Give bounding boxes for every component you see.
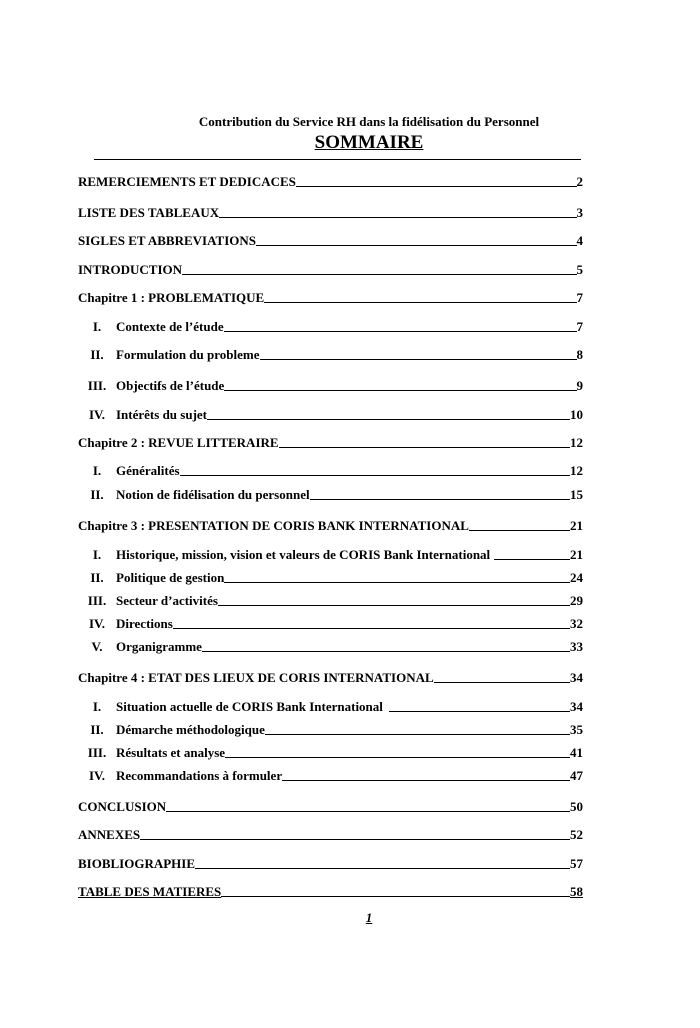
- toc-entry-number: II.: [90, 570, 104, 585]
- toc-entry-page: 2: [576, 174, 583, 189]
- toc-leader: [225, 757, 570, 758]
- toc-entry-page: 29: [570, 593, 583, 608]
- title-divider: [94, 159, 581, 160]
- toc-leader: [389, 711, 570, 712]
- toc-leader: [310, 499, 570, 500]
- toc-entry-page: 47: [570, 768, 583, 783]
- toc-leader: [224, 331, 577, 332]
- toc-entry[interactable]: [78, 171, 583, 189]
- toc-entry[interactable]: [78, 287, 583, 305]
- toc-entry-page: 35: [570, 722, 583, 737]
- toc-entry-number: II.: [90, 722, 104, 737]
- toc-entry-label: TABLE DES MATIERES: [78, 884, 222, 899]
- toc-entry-label: CONCLUSION: [78, 799, 167, 814]
- toc-entry[interactable]: [78, 881, 583, 899]
- toc-entry-label: Démarche méthodologique: [116, 722, 265, 737]
- page-title: SOMMAIRE: [314, 132, 424, 153]
- toc-entry[interactable]: [78, 404, 583, 422]
- toc-entry-number: IV.: [88, 768, 106, 783]
- toc-leader: [202, 651, 570, 652]
- toc-entry-number: I.: [92, 319, 102, 334]
- toc-entry-page: 50: [570, 799, 583, 814]
- toc-entry[interactable]: [78, 544, 583, 562]
- toc-entry-number: IV.: [88, 616, 106, 631]
- toc-entry-number: I.: [92, 699, 102, 714]
- toc-entry-page: 34: [570, 699, 583, 714]
- toc-entry-label: INTRODUCTION: [78, 262, 183, 277]
- toc-leader: [260, 359, 577, 360]
- toc-leader: [166, 811, 570, 812]
- toc-entry[interactable]: [78, 202, 583, 220]
- toc-entry-label: Généralités: [116, 463, 180, 478]
- toc-leader: [221, 896, 570, 897]
- toc-entry[interactable]: [78, 567, 583, 585]
- toc-entry-number: II.: [90, 347, 104, 362]
- toc-entry[interactable]: [78, 636, 583, 654]
- toc-entry[interactable]: [78, 667, 583, 685]
- toc-entry-label: SIGLES ET ABBREVIATIONS: [78, 233, 256, 248]
- toc-entry-number: I.: [92, 463, 102, 478]
- toc-entry-label: Contexte de l’étude: [116, 319, 224, 334]
- toc-entry[interactable]: [78, 316, 583, 334]
- toc-entry[interactable]: [78, 230, 583, 248]
- toc-leader: [207, 419, 570, 420]
- toc-leader: [434, 682, 570, 683]
- toc-entry-number: V.: [91, 639, 103, 654]
- toc-entry[interactable]: [78, 796, 583, 814]
- toc-entry-number: III.: [87, 378, 107, 393]
- toc-entry-label: REMERCIEMENTS ET DEDICACES: [78, 174, 296, 189]
- toc-entry-page: 4: [576, 233, 583, 248]
- toc-entry[interactable]: [78, 765, 583, 783]
- toc-entry[interactable]: [78, 853, 583, 871]
- toc-entry-label: Résultats et analyse: [116, 745, 226, 760]
- toc-entry[interactable]: [78, 460, 583, 478]
- toc-leader: [282, 780, 570, 781]
- toc-leader: [264, 302, 576, 303]
- toc-entry[interactable]: [78, 590, 583, 608]
- toc-entry-label: Formulation du probleme: [116, 347, 260, 362]
- toc-entry-page: 8: [576, 347, 583, 362]
- toc-entry-label: Politique de gestion: [116, 570, 225, 585]
- toc-entry-label: Intérêts du sujet: [116, 407, 207, 422]
- toc-entry-label: BIOBLIOGRAPHIE: [78, 856, 196, 871]
- toc-leader: [296, 186, 577, 187]
- toc-entry-label: Chapitre 3 : PRESENTATION DE CORIS BANK INTERNATIONAL: [78, 518, 469, 533]
- toc-leader: [219, 217, 576, 218]
- toc-entry-label: Organigramme: [116, 639, 202, 654]
- toc-entry-page: 41: [570, 745, 583, 760]
- toc-entry[interactable]: [78, 344, 583, 362]
- toc-entry-label: Historique, mission, vision et valeurs de CORIS Bank International: [116, 547, 491, 562]
- toc-leader: [494, 559, 570, 560]
- toc-entry-page: 24: [570, 570, 583, 585]
- toc-leader: [256, 245, 577, 246]
- toc-entry-page: 21: [570, 547, 583, 562]
- toc-entry-label: Objectifs de l’étude: [116, 378, 225, 393]
- toc-leader: [140, 839, 570, 840]
- toc-leader: [218, 605, 570, 606]
- toc-entry-page: 7: [576, 290, 583, 305]
- toc-entry-page: 57: [570, 856, 583, 871]
- toc-entry[interactable]: [78, 824, 583, 842]
- toc-entry-page: 58: [570, 884, 583, 899]
- toc-entry[interactable]: [78, 432, 583, 450]
- toc-entry-label: Secteur d’activités: [116, 593, 218, 608]
- toc-entry-page: 21: [570, 518, 583, 533]
- toc-entry-label: Directions: [116, 616, 173, 631]
- toc-entry-page: 7: [576, 319, 583, 334]
- toc-entry-label: Situation actuelle de CORIS Bank International: [116, 699, 383, 714]
- toc-entry-number: IV.: [88, 407, 106, 422]
- toc-entry-page: 3: [576, 205, 583, 220]
- toc-leader: [265, 734, 570, 735]
- toc-entry[interactable]: [78, 696, 583, 714]
- document-subtitle: Contribution du Service RH dans la fidélisation du Personnel: [198, 114, 540, 129]
- toc-entry-label: Chapitre 4 : ETAT DES LIEUX DE CORIS INTERNATIONAL: [78, 670, 434, 685]
- toc-entry-label: Notion de fidélisation du personnel: [116, 487, 310, 502]
- toc-entry-number: III.: [87, 593, 107, 608]
- toc-entry-label: Chapitre 2 : REVUE LITTERAIRE: [78, 435, 279, 450]
- toc-entry-number: III.: [87, 745, 107, 760]
- toc-entry[interactable]: [78, 375, 583, 393]
- toc-entry-page: 9: [576, 378, 583, 393]
- toc-entry-page: 10: [570, 407, 583, 422]
- toc-entry[interactable]: [78, 259, 583, 277]
- toc-entry[interactable]: [78, 719, 583, 737]
- page-number: 1: [365, 910, 373, 925]
- toc-entry-number: I.: [92, 547, 102, 562]
- toc-entry-label: LISTE DES TABLEAUX: [78, 205, 220, 220]
- toc-entry-page: 12: [570, 463, 583, 478]
- toc-leader: [182, 274, 576, 275]
- toc-leader: [224, 390, 576, 391]
- toc-entry-page: 52: [570, 827, 583, 842]
- toc-entry[interactable]: [78, 484, 583, 502]
- toc-entry[interactable]: [78, 613, 583, 631]
- toc-leader: [224, 582, 570, 583]
- toc-leader: [469, 530, 570, 531]
- toc-entry-page: 33: [570, 639, 583, 654]
- toc-leader: [195, 868, 570, 869]
- toc-entry-page: 15: [570, 487, 583, 502]
- toc-leader: [180, 475, 570, 476]
- toc-entry[interactable]: [78, 742, 583, 760]
- toc-entry-page: 34: [570, 670, 583, 685]
- toc-entry-page: 32: [570, 616, 583, 631]
- toc-entry-number: II.: [90, 487, 104, 502]
- toc-entry-label: ANNEXES: [78, 827, 141, 842]
- toc-entry[interactable]: [78, 515, 583, 533]
- toc-entry-page: 12: [570, 435, 583, 450]
- toc-leader: [173, 628, 570, 629]
- toc-entry-label: Chapitre 1 : PROBLEMATIQUE: [78, 290, 265, 305]
- toc-entry-page: 5: [576, 262, 583, 277]
- toc-leader: [279, 447, 570, 448]
- toc-entry-label: Recommandations à formuler: [116, 768, 283, 783]
